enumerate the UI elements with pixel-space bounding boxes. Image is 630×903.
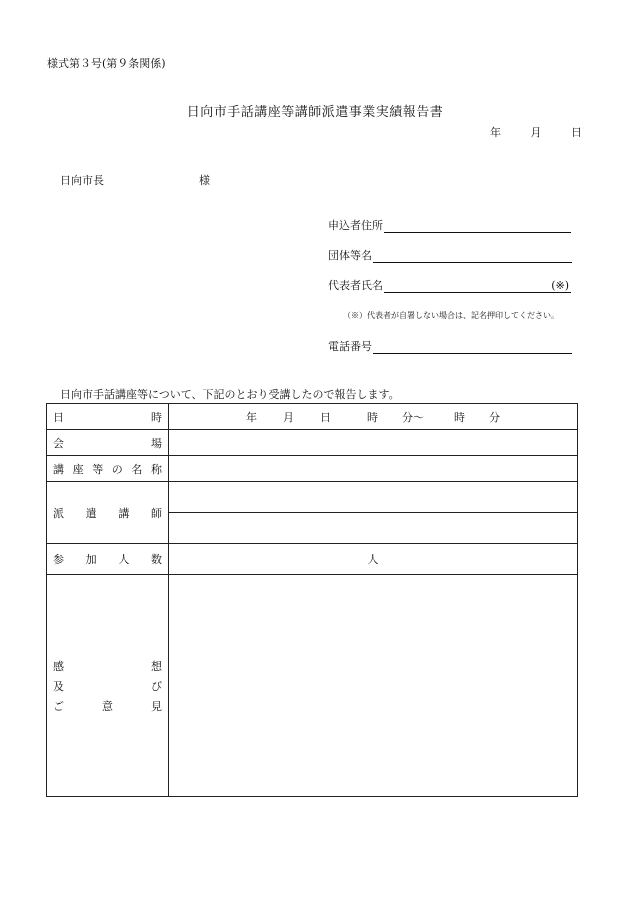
label-char: 師	[150, 506, 162, 520]
unit-hour: 時	[367, 410, 378, 424]
participants-unit: 人	[367, 553, 379, 566]
unit-minute-range: 分～	[402, 410, 424, 424]
unit-minute-end: 分	[489, 410, 500, 424]
date-year-label: 年	[490, 126, 501, 139]
label-char: 講	[53, 462, 64, 476]
label-char: 感	[53, 659, 64, 673]
label-char: ご	[53, 699, 64, 713]
organization-name-input[interactable]	[373, 248, 572, 263]
intro-text: 日向市手話講座等について、下記のとおり受講したので報告します。	[60, 388, 400, 401]
label-char: 座	[72, 462, 84, 476]
label-char: 人	[118, 553, 130, 566]
organization-name-field	[328, 247, 572, 263]
unit-year: 年	[246, 410, 257, 424]
date-month-label: 月	[530, 126, 542, 139]
label-char: 名	[131, 462, 143, 476]
table-row-instructor-1	[47, 482, 578, 513]
label-char: 意	[102, 699, 113, 713]
label-char: 講	[118, 506, 130, 520]
phone-number-label: 電話番号	[328, 340, 372, 353]
representative-name-label: 代表者氏名	[328, 279, 383, 292]
label-part: 会	[53, 436, 64, 450]
applicant-address-input[interactable]	[384, 218, 571, 233]
label-char: 見	[151, 699, 162, 713]
unit-month: 月	[283, 410, 294, 424]
label-char: 遣	[85, 506, 97, 520]
label-part: 場	[151, 436, 162, 450]
instructor-value-cell-1[interactable]	[169, 482, 578, 513]
label-part: 日	[53, 410, 64, 424]
applicant-address-field	[328, 217, 571, 233]
representative-name-input[interactable]	[384, 278, 571, 293]
label-char: 参	[53, 553, 64, 566]
label-char: 称	[150, 462, 162, 476]
table-row-datetime	[47, 404, 578, 430]
label-instructor	[47, 482, 169, 544]
document-title: 日向市手話講座等講師派遣事業実績報告書	[186, 105, 444, 120]
participants-value-cell[interactable]	[169, 544, 578, 575]
label-char: 及	[53, 679, 64, 693]
representative-mark: (※)	[551, 279, 569, 292]
signature-note: （※）代表者が自署しない場合は、記名押印してください。	[343, 311, 559, 320]
organization-name-label: 団体等名	[328, 249, 372, 262]
datetime-units	[169, 409, 577, 425]
table-row-course-name	[47, 456, 578, 482]
report-table	[46, 403, 578, 797]
label-char: 数	[150, 553, 162, 566]
venue-value-cell[interactable]	[169, 430, 578, 456]
addressee-name: 日向市長	[60, 174, 104, 187]
impressions-value-cell[interactable]	[169, 575, 578, 797]
label-venue	[47, 430, 169, 456]
addressee-honorific: 様	[199, 174, 210, 187]
date-day-label: 日	[571, 126, 582, 139]
unit-hour-end: 時	[454, 410, 465, 424]
phone-number-field	[328, 338, 572, 354]
label-part: 時	[151, 410, 162, 424]
unit-day: 日	[320, 410, 331, 424]
course-name-value-cell[interactable]	[169, 456, 578, 482]
table-row-venue	[47, 430, 578, 456]
label-char: 派	[53, 506, 64, 520]
representative-name-field	[328, 277, 571, 293]
label-course-name	[47, 456, 169, 482]
phone-number-input[interactable]	[373, 339, 572, 354]
label-char: の	[111, 462, 123, 476]
datetime-value-cell[interactable]	[169, 404, 578, 430]
form-number: 様式第３号(第９条関係)	[47, 57, 166, 70]
addressee	[60, 172, 210, 188]
label-impressions	[47, 575, 169, 797]
label-char: 想	[151, 659, 162, 673]
table-row-impressions	[47, 575, 578, 797]
label-char: び	[151, 679, 162, 693]
label-participants	[47, 544, 169, 575]
table-row-participants	[47, 544, 578, 575]
label-char: 等	[92, 462, 104, 476]
applicant-address-label: 申込者住所	[328, 219, 383, 232]
date-line	[464, 124, 582, 140]
label-char: 加	[85, 553, 97, 566]
label-datetime	[47, 404, 169, 430]
instructor-value-cell-2[interactable]	[169, 513, 578, 544]
